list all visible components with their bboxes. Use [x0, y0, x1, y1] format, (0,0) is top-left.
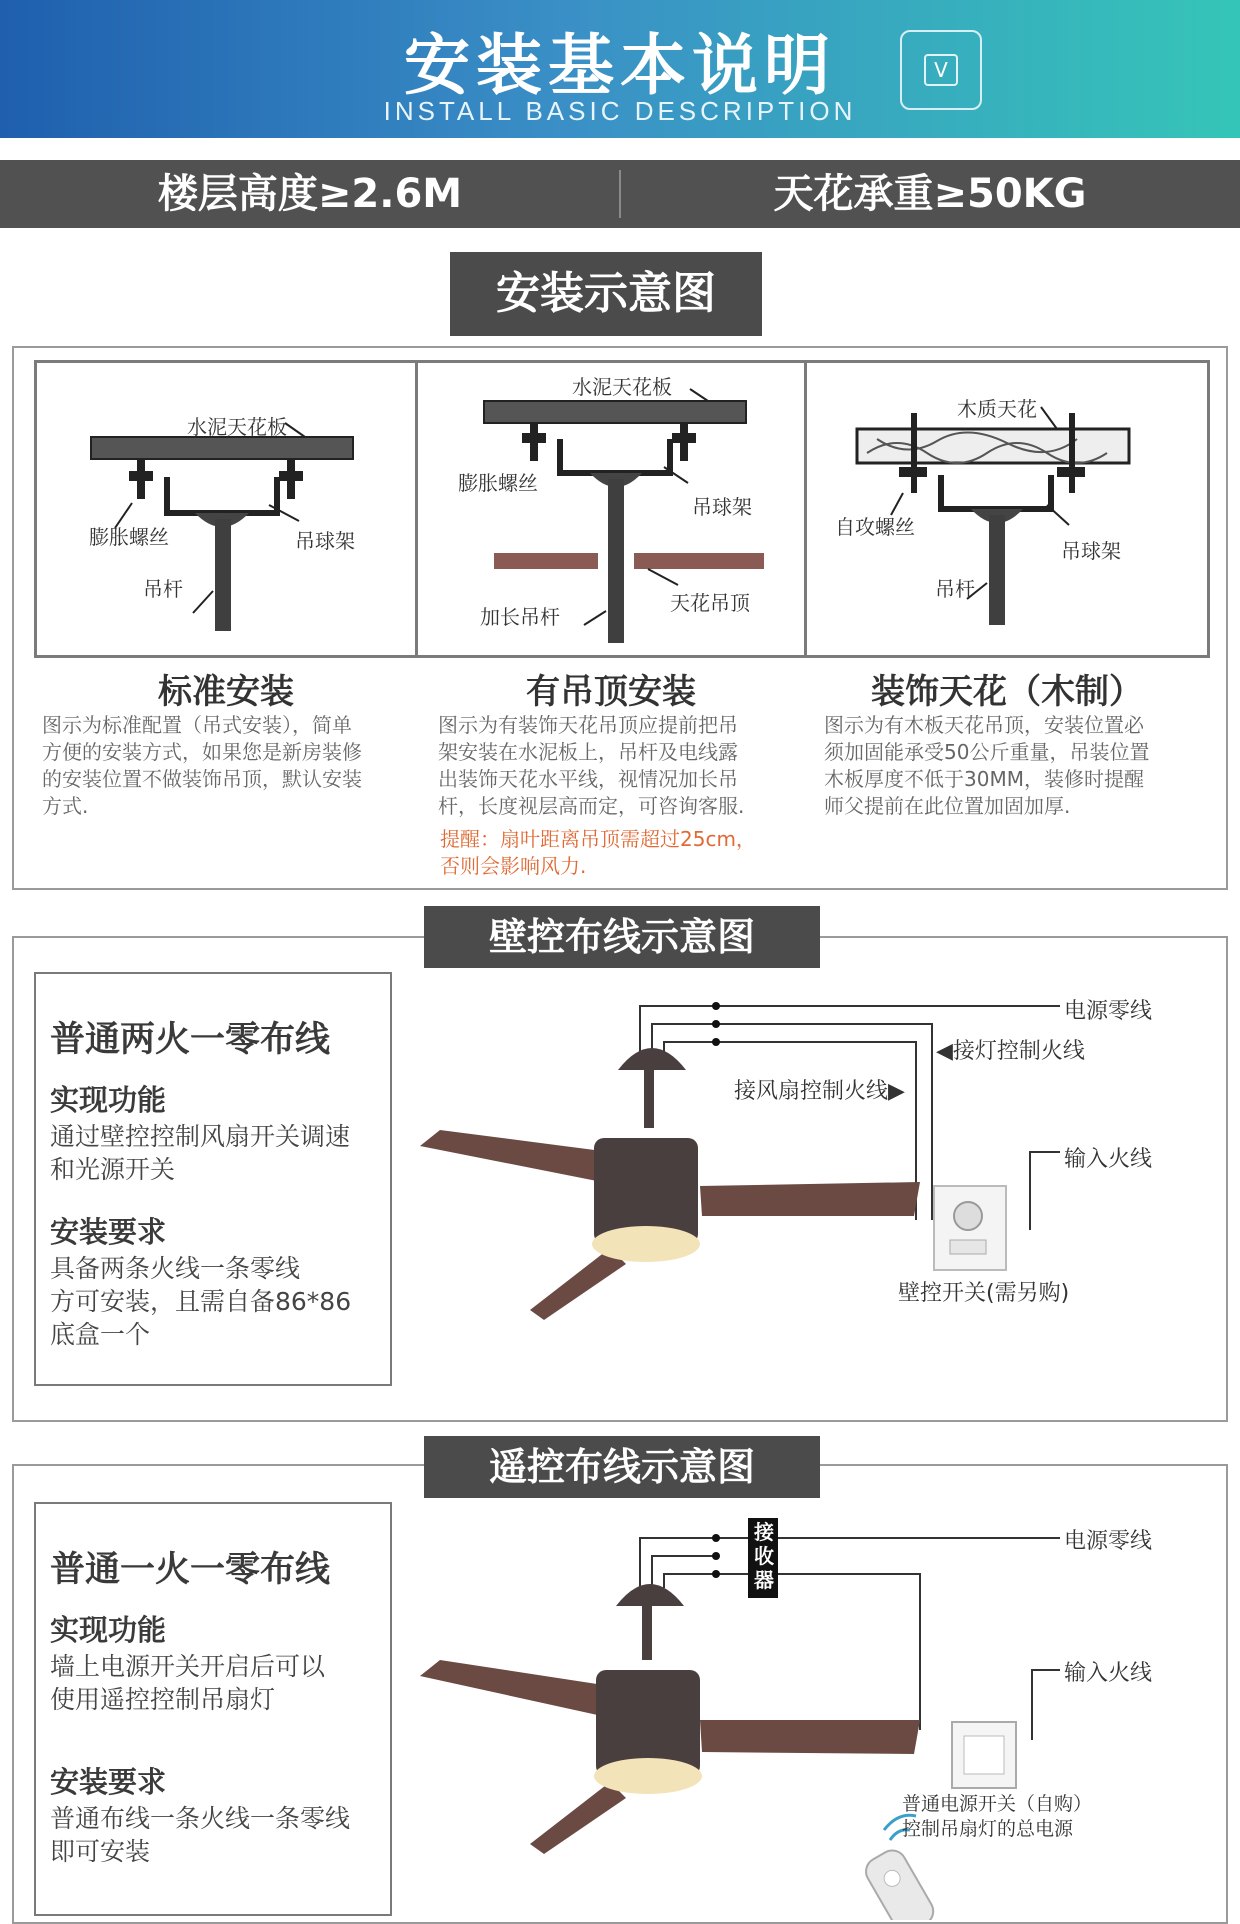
wall-switch-caption: 壁控开关(需另购) — [898, 1281, 1070, 1306]
remote-label-input-live: 输入火线 — [1064, 1661, 1153, 1686]
remote-require-text: 普通布线一条火线一条零线 即可安装 — [50, 1804, 351, 1866]
remote-require-title: 安装要求 — [50, 1765, 167, 1799]
wall-function-title: 实现功能 — [50, 1083, 167, 1117]
col-desc-standard: 图示为标准配置（吊式安装），简单 方便的安装方式，如果您是新房装修 的安装位置不做装饰吊顶，默认安装 方式. — [42, 713, 362, 818]
col-warning-drop-ceiling: 提醒：扇叶距离吊顶需超过25cm， 否则会影响风力. — [440, 827, 756, 878]
label-self-tapping-screw: 自攻螺丝 — [835, 515, 915, 539]
brand-logo-letter: V — [924, 54, 958, 86]
label-down-rod: 吊杆 — [143, 577, 183, 601]
remote-wiring-diagram — [420, 1510, 1220, 1920]
label-expansion-bolt-2: 膨胀螺丝 — [458, 471, 538, 495]
page-title: 安装基本说明 — [404, 27, 836, 104]
wall-control-heading: 普通两火一零布线 — [50, 1020, 331, 1060]
page-subtitle: INSTALL BASIC DESCRIPTION — [383, 96, 857, 126]
remote-function-text: 墙上电源开关开启后可以 使用遥控控制吊扇灯 — [50, 1652, 326, 1714]
spec-bar — [0, 160, 1240, 228]
brand-logo — [900, 30, 982, 110]
wall-require-text: 具备两条火线一条零线 方可安装，且需自备86*86 底盒一个 — [50, 1254, 352, 1349]
header-banner — [0, 0, 1240, 138]
remote-control-info-box — [34, 1502, 392, 1916]
label-extension-rod: 加长吊杆 — [480, 605, 560, 629]
wall-control-title: 壁控布线示意图 — [424, 906, 820, 968]
wall-function-text: 通过壁控控制风扇开关调速 和光源开关 — [50, 1122, 351, 1184]
spec-ceiling-load: 天花承重≥50KG — [773, 171, 1087, 217]
install-section-title: 安装示意图 — [450, 252, 762, 336]
label-cement-ceiling: 水泥天花板 — [187, 415, 287, 439]
diagram-standard — [34, 360, 418, 658]
col-desc-drop-ceiling: 图示为有装饰天花吊顶应提前把吊 架安装在水泥板上，吊杆及电线露 出装饰天花水平线，视情况加长吊 杆，长度视层高而定，可咨询客服. — [438, 713, 745, 818]
label-expansion-bolt: 膨胀螺丝 — [89, 525, 169, 549]
label-cement-ceiling-2: 水泥天花板 — [572, 375, 672, 399]
label-hanger-bracket-2: 吊球架 — [692, 495, 752, 519]
remote-function-title: 实现功能 — [50, 1613, 167, 1647]
remote-control-heading: 普通一火一零布线 — [50, 1550, 331, 1590]
wall-require-title: 安装要求 — [50, 1215, 167, 1249]
wall-label-light-live: ◀接灯控制火线 — [936, 1039, 1085, 1064]
wall-label-input-live: 输入火线 — [1064, 1147, 1153, 1172]
label-down-rod-3: 吊杆 — [935, 577, 975, 601]
col-title-standard: 标准安装 — [158, 672, 294, 712]
spec-floor-height: 楼层高度≥2.6M — [157, 171, 463, 217]
label-hanger-bracket-3: 吊球架 — [1061, 539, 1121, 563]
col-desc-wood-ceiling: 图示为有木板天花吊顶，安装位置必 须加固能承受50公斤重量，吊装位置 木板厚度不低于30MM，装修时提醒 师父提前在此位置加固加厚. — [824, 713, 1150, 818]
remote-label-neutral: 电源零线 — [1064, 1529, 1153, 1554]
col-title-drop-ceiling: 有吊顶安装 — [526, 672, 696, 712]
diagram-standard-drawing — [37, 363, 415, 655]
diagram-wood-ceiling — [804, 360, 1210, 658]
remote-control-title: 遥控布线示意图 — [424, 1436, 820, 1498]
label-hanger-bracket: 吊球架 — [295, 529, 355, 553]
wall-label-fan-live: 接风扇控制火线▶ — [734, 1079, 905, 1104]
label-drop-ceiling: 天花吊顶 — [670, 591, 750, 615]
col-title-wood-ceiling: 装饰天花（木制） — [871, 672, 1143, 712]
wall-label-neutral: 电源零线 — [1064, 999, 1153, 1024]
receiver-label: 接 收 器 — [754, 1520, 774, 1592]
remote-switch-caption: 普通电源开关（自购） 控制吊扇灯的总电源 — [902, 1793, 1093, 1840]
wall-control-info-box — [34, 972, 392, 1386]
diagram-drop-ceiling — [415, 360, 807, 658]
label-wood-ceiling: 木质天花 — [957, 397, 1037, 421]
